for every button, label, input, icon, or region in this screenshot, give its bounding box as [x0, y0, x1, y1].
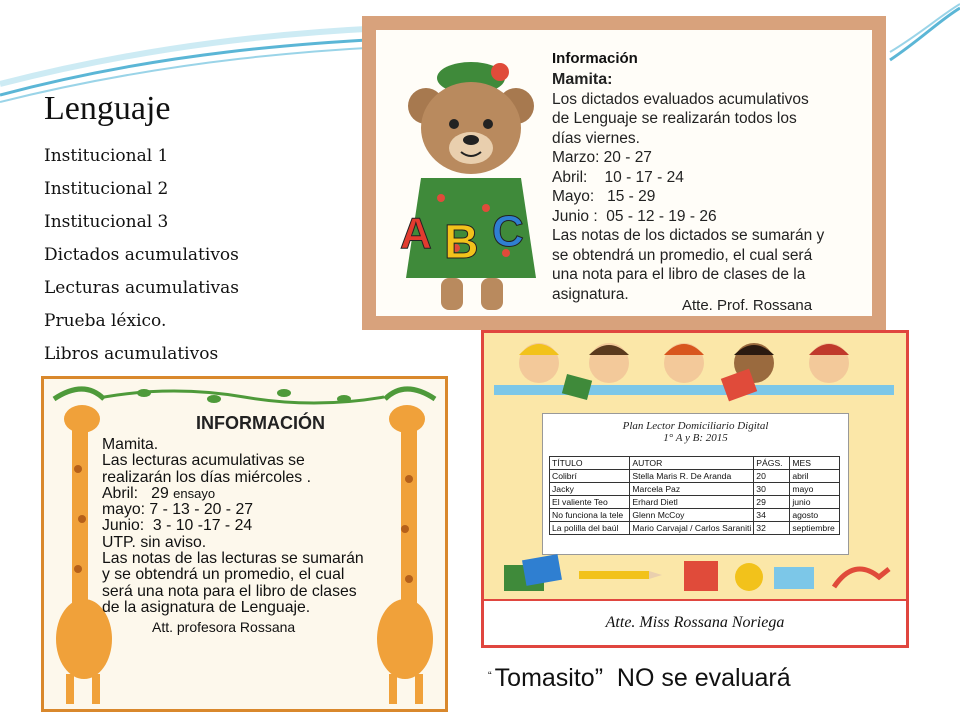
reading-plan-table: [549, 456, 840, 535]
body-line: UTP. sin aviso.: [102, 533, 207, 551]
page-title: Lenguaje: [44, 90, 171, 127]
body-line: asignatura.: [552, 285, 629, 303]
table-header-row: [550, 457, 840, 470]
body-line: Junio: 3 - 10 -17 - 24: [102, 517, 253, 535]
table-row: [550, 509, 840, 522]
table-cell: No funciona la tele: [550, 509, 630, 522]
list-item: Libros acumulativos: [44, 344, 219, 364]
table-cell: Erhard Dietl: [630, 496, 754, 509]
abril-line: [102, 486, 402, 502]
table-cell: 29: [754, 496, 790, 509]
body-line: Las lecturas acumulativas se: [102, 452, 305, 470]
table-cell: agosto: [790, 509, 840, 522]
table-cell: Jacky: [550, 483, 630, 496]
column-header: AUTOR: [630, 457, 754, 470]
body-line: realizarán los días miércoles .: [102, 468, 311, 486]
topics-list: [44, 140, 239, 371]
body-line: de la asignatura de Lenguaje.: [102, 598, 311, 616]
bear-illustration: [396, 48, 546, 318]
body-line: Mayo: 15 - 29: [552, 188, 656, 205]
reading-plan-sheet: [542, 413, 849, 555]
body-line: se obtendrá un promedio, el cual será: [552, 246, 813, 264]
table-row: [550, 496, 840, 509]
list-item: Dictados acumulativos: [44, 245, 239, 265]
table-cell: septiembre: [790, 522, 840, 535]
body-line: Los dictados evaluados acumulativos: [552, 90, 809, 108]
block-letter-a: A: [400, 209, 432, 258]
note-text: Tomasito” NO se evaluará: [494, 664, 791, 692]
table-cell: 32: [754, 522, 790, 535]
body-line: Las notas de los dictados se sumarán y: [552, 227, 825, 244]
card-body: [102, 437, 402, 616]
body-line: de Lenguaje se realizarán todos los: [552, 110, 797, 127]
school-supplies-illustration: [484, 547, 906, 603]
plan-subtitle: 1° A y B: 2015: [663, 432, 728, 444]
body-line: Las notas de las lecturas se sumarán: [102, 550, 364, 568]
table-cell: junio: [790, 496, 840, 509]
table-row: [550, 522, 840, 535]
body-line: será una nota para el libro de clases: [102, 582, 357, 600]
table-cell: Mario Carvajal / Carlos Saraniti: [630, 522, 754, 535]
body-line: mayo: 7 - 13 - 20 - 27: [102, 501, 254, 519]
table-cell: abril: [790, 470, 840, 483]
table-row: [550, 470, 840, 483]
table-cell: mayo: [790, 483, 840, 496]
lecturas-info-card: [41, 376, 448, 712]
body-line: y se obtendrá un promedio, el cual: [102, 566, 345, 584]
evaluation-note: [488, 664, 791, 693]
table-cell: 20: [754, 470, 790, 483]
abril-note: ensayo: [173, 485, 216, 501]
table-cell: La polilla del baúl: [550, 522, 630, 535]
plan-footer: Atte. Miss Rossana Noriega: [484, 599, 906, 645]
plan-title: Plan Lector Domiciliario Digital: [622, 420, 769, 432]
plan-lector-card: [481, 330, 909, 648]
list-item: Institucional 1: [44, 146, 169, 166]
signature: Atte. Prof. Rossana: [682, 297, 813, 314]
column-header: TÍTULO: [550, 457, 630, 470]
abril-label: Abril: 29: [102, 484, 174, 502]
column-header: MES: [790, 457, 840, 470]
body-line: Mamita.: [102, 436, 159, 453]
list-item: Prueba léxico.: [44, 311, 167, 331]
body-line: una nota para el libro de clases de la: [552, 266, 806, 283]
quote-mark: “: [488, 670, 492, 682]
body-line: Abril: 10 - 17 - 24: [552, 168, 684, 186]
card-heading: Información: [552, 50, 638, 67]
table-cell: Marcela Paz: [630, 483, 754, 496]
list-item: Lecturas acumulativas: [44, 278, 240, 298]
children-illustration: [484, 333, 906, 405]
list-item: Institucional 2: [44, 179, 169, 199]
block-letter-b: B: [444, 216, 479, 269]
card-body: [552, 70, 872, 304]
table-cell: El valiente Teo: [550, 496, 630, 509]
list-item: Institucional 3: [44, 212, 169, 232]
table-cell: Stella Maris R. De Aranda: [630, 470, 754, 483]
block-letter-c: C: [492, 207, 524, 256]
vine-top-decoration: [104, 385, 384, 405]
body-line: Junio : 05 - 12 - 19 - 26: [552, 207, 717, 225]
body-line: Marzo: 20 - 27: [552, 149, 652, 166]
table-cell: 34: [754, 509, 790, 522]
table-cell: Glenn McCoy: [630, 509, 754, 522]
table-cell: Colibrí: [550, 470, 630, 483]
card-heading: INFORMACIÓN: [196, 413, 325, 433]
body-line: días viernes.: [552, 129, 640, 147]
column-header: PÁGS.: [754, 457, 790, 470]
signature: Att. profesora Rossana: [152, 619, 296, 635]
table-row: [550, 483, 840, 496]
salutation: Mamita:: [552, 71, 613, 88]
dictados-info-card: [362, 16, 886, 330]
table-cell: 30: [754, 483, 790, 496]
